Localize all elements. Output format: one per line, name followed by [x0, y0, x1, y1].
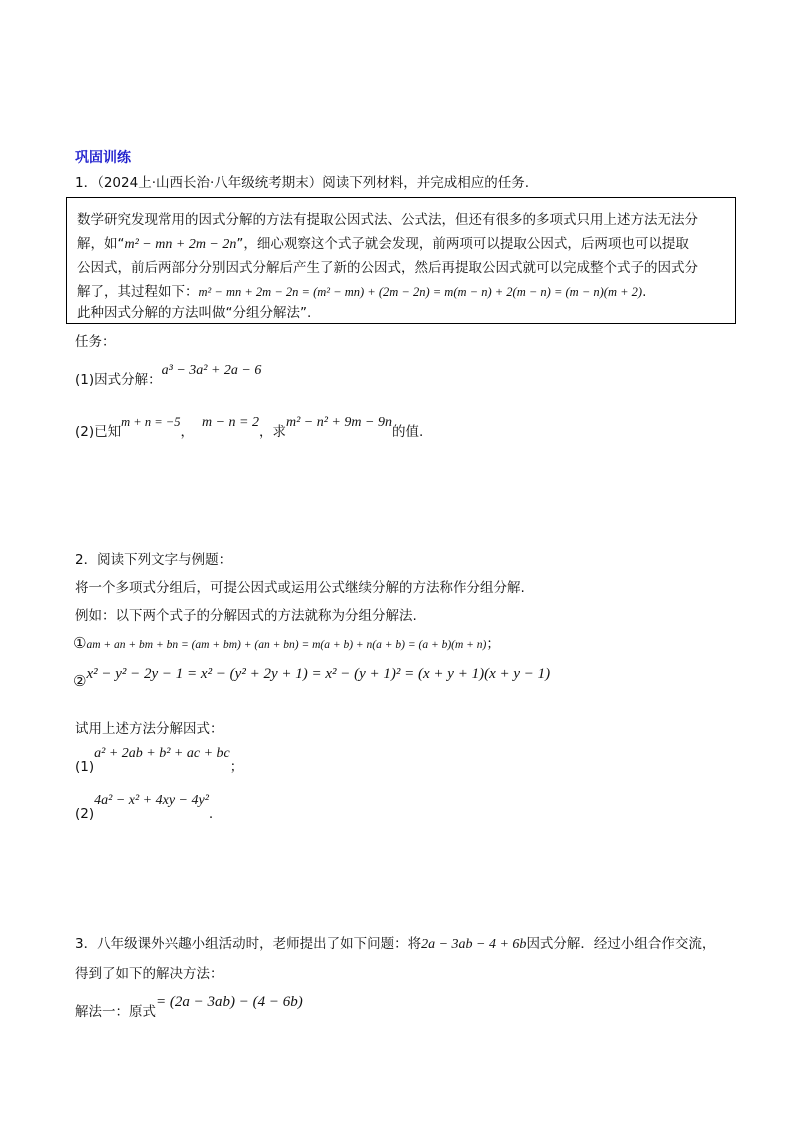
- solution-1-prefix: 解法一：原式: [75, 1004, 156, 1020]
- box-line-1: 数学研究发现常用的因式分解的方法有提取公因式法、公式法，但还有很多的多项式只用上述方法无法分: [77, 212, 698, 228]
- task-2-expression: m² − n² + 9m − 9n: [285, 415, 392, 430]
- example-2-mark: ②: [73, 672, 87, 690]
- q3-stem-expression: 2a − 3ab − 4 + 6b: [421, 937, 527, 952]
- example-1-expression: am + an + bm + bn = (am + bm) + (an + bn) = m(a + b) + n(a + b) = (a + b)(m + n): [86, 639, 487, 651]
- task-2-ask: ，求: [258, 424, 286, 440]
- task-1-expression: a³ − 3a² + 2a − 6: [161, 363, 262, 378]
- practice-2-expression: 4a² − x² + 4xy − 4y²: [94, 793, 209, 808]
- example-1-mark: ①: [73, 634, 87, 652]
- box-line-4-end: .: [642, 284, 647, 300]
- practice-2-label: (2): [75, 806, 95, 822]
- practice-2: [75, 792, 214, 822]
- task-1-prefix: (1)因式分解：: [75, 372, 162, 388]
- q2-try: 试用上述方法分解因式：: [75, 721, 224, 737]
- q2-line-1: 将一个多项式分组后，可提公因式或运用公式继续分解的方法称作分组分解.: [75, 580, 525, 596]
- task-2-suffix: 的值.: [391, 424, 424, 440]
- task-2-comma: ，: [180, 424, 194, 440]
- box-line-2-suffix: ”，细心观察这个式子就会发现，前两项可以提取公因式，后两项也可以提取: [236, 236, 689, 252]
- task-2-prefix: (2)已知: [75, 424, 122, 440]
- box-line-2: [77, 232, 689, 253]
- box-line-3: 公因式，前后两部分分别因式分解后产生了新的公因式，然后再提取公因式就可以完成整个式子的因式分: [77, 260, 698, 276]
- q3-stem-prefix: 3．八年级课外兴趣小组活动时，老师提出了如下问题：将: [75, 936, 422, 952]
- q1-stem: 1．（2024上·山西长治·八年级统考期末）阅读下列材料，并完成相应的任务.: [75, 175, 530, 191]
- box-line-5: 此种因式分解的方法叫做“分组分解法”.: [77, 305, 312, 321]
- example-2: [73, 664, 551, 690]
- box-line-4: [77, 280, 646, 300]
- q2-line-2: 例如：以下两个式子的分解因式的方法就称为分组分解法.: [75, 608, 417, 624]
- example-2-expression: x² − y² − 2y − 1 = x² − (y² + 2y + 1) = x² − (y + 1)² = (x + y + 1)(x + y − 1): [86, 666, 551, 682]
- material-box: [66, 197, 736, 324]
- practice-1-end: ；: [229, 759, 244, 775]
- section-title: 巩固训练: [75, 150, 131, 166]
- box-line-2-prefix: 解，如“: [77, 236, 125, 252]
- solution-1: [75, 990, 303, 1020]
- task-2: [75, 410, 424, 440]
- q3-line-2: 得到了如下的解决方法：: [75, 966, 224, 982]
- q3-stem-suffix: 因式分解．经过小组合作交流，: [526, 936, 716, 952]
- q2-stem: 2．阅读下列文字与例题：: [75, 552, 233, 568]
- task-2-condition-2: m − n = 2: [201, 415, 259, 430]
- practice-1: [75, 741, 244, 775]
- box-line-2-expression: m² − mn + 2m − 2n: [124, 237, 237, 252]
- task-2-condition-1: m + n = −5: [121, 415, 181, 429]
- box-line-4-expression: m² − mn + 2m − 2n = (m² − mn) + (2m − 2n) = m(m − n) + 2(m − n) = (m − n)(m + 2): [198, 285, 643, 299]
- practice-1-label: (1): [75, 759, 95, 775]
- solution-1-expression: = (2a − 3ab) − (4 − 6b): [156, 994, 303, 1010]
- box-line-4-prefix: 解了，其过程如下：: [77, 284, 199, 300]
- q3-stem: [75, 932, 715, 953]
- example-1-end: ；: [486, 636, 500, 652]
- practice-2-end: .: [208, 806, 214, 822]
- task-1: [75, 358, 262, 388]
- example-1: [73, 632, 500, 652]
- practice-1-expression: a² + 2ab + b² + ac + bc: [94, 746, 230, 761]
- task-label: 任务：: [75, 334, 116, 350]
